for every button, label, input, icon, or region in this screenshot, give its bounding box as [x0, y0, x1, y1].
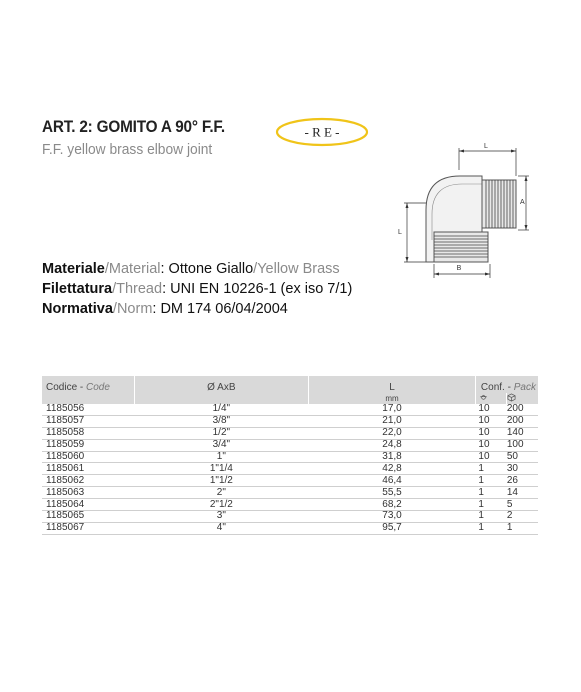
spec-material: Materiale/Material: Ottone Giallo/Yellow Brass: [42, 261, 340, 277]
cell-dim: 3/4": [134, 439, 309, 451]
cell-dim: 3": [134, 511, 309, 523]
cell-c2: 200: [507, 404, 538, 415]
table-row: [42, 415, 538, 427]
product-table: [42, 376, 538, 535]
cell-code: 1185062: [42, 475, 134, 487]
header-length: L: [309, 376, 476, 393]
cell-dim: 1/2": [134, 427, 309, 439]
table-row: [42, 475, 538, 487]
header-length-unit: mm: [309, 393, 476, 404]
cell-c2: 5: [507, 499, 538, 511]
cell-l: 31,8: [309, 451, 476, 463]
cell-c2: 100: [507, 439, 538, 451]
cell-c1: 10: [475, 451, 506, 463]
specs-block: [42, 259, 352, 319]
cell-l: 68,2: [309, 499, 476, 511]
cell-code: 1185059: [42, 439, 134, 451]
cell-c1: 1: [475, 499, 506, 511]
cell-code: 1185064: [42, 499, 134, 511]
table-row: [42, 487, 538, 499]
spec-norm: Normativa/Norm: DM 174 06/04/2004: [42, 301, 288, 317]
cell-c1: 1: [475, 463, 506, 475]
cell-l: 21,0: [309, 415, 476, 427]
cell-dim: 1"1/4: [134, 463, 309, 475]
bag-icon: [475, 393, 506, 404]
cell-l: 46,4: [309, 475, 476, 487]
cell-c1: 10: [475, 404, 506, 415]
cell-c1: 1: [475, 511, 506, 523]
cell-dim: 3/8": [134, 415, 309, 427]
table-row: [42, 463, 538, 475]
page-subtitle: F.F. yellow brass elbow joint: [42, 141, 213, 158]
cell-l: 73,0: [309, 511, 476, 523]
cell-dim: 1/4": [134, 404, 309, 415]
brand-text: - R E -: [304, 124, 340, 140]
cell-dim: 4": [134, 522, 309, 534]
cell-code: 1185060: [42, 451, 134, 463]
cell-code: 1185056: [42, 404, 134, 415]
cell-l: 24,8: [309, 439, 476, 451]
table-row: [42, 427, 538, 439]
cell-c2: 26: [507, 475, 538, 487]
dim-label-l-top: L: [484, 143, 488, 150]
cell-dim: 2"1/2: [134, 499, 309, 511]
cell-c1: 10: [475, 427, 506, 439]
cell-code: 1185061: [42, 463, 134, 475]
table-row: [42, 404, 538, 415]
cell-l: 17,0: [309, 404, 476, 415]
cell-l: 42,8: [309, 463, 476, 475]
cell-dim: 2": [134, 487, 309, 499]
box-icon: [507, 393, 538, 404]
cell-code: 1185057: [42, 415, 134, 427]
cell-c2: 30: [507, 463, 538, 475]
cell-c2: 140: [507, 427, 538, 439]
spec-thread: Filettatura/Thread: UNI EN 10226-1 (ex iso 7/1): [42, 281, 353, 297]
cell-c1: 1: [475, 522, 506, 534]
brand-logo: [275, 117, 369, 147]
table-row: [42, 511, 538, 523]
table-row: [42, 499, 538, 511]
header-code: Codice - Code: [42, 376, 134, 393]
dim-label-l-left: L: [398, 229, 402, 236]
cell-c1: 10: [475, 439, 506, 451]
elbow-joint-drawing: [396, 140, 536, 280]
cell-c2: 2: [507, 511, 538, 523]
dim-label-a: A: [520, 199, 525, 206]
cell-l: 95,7: [309, 522, 476, 534]
cell-code: 1185058: [42, 427, 134, 439]
cell-c1: 10: [475, 415, 506, 427]
header-dimension: Ø AxB: [134, 376, 309, 393]
header-pack: Conf. - Pack: [475, 376, 538, 393]
cell-c2: 14: [507, 487, 538, 499]
table-row: [42, 451, 538, 463]
table-row: [42, 439, 538, 451]
cell-code: 1185065: [42, 511, 134, 523]
page-title: ART. 2: GOMITO A 90° F.F.: [42, 117, 225, 136]
cell-code: 1185063: [42, 487, 134, 499]
cell-c1: 1: [475, 475, 506, 487]
cell-code: 1185067: [42, 522, 134, 534]
cell-c2: 1: [507, 522, 538, 534]
cell-c2: 50: [507, 451, 538, 463]
cell-dim: 1": [134, 451, 309, 463]
table-row: [42, 522, 538, 534]
cell-l: 55,5: [309, 487, 476, 499]
dim-label-b: B: [456, 265, 462, 272]
cell-l: 22,0: [309, 427, 476, 439]
cell-c2: 200: [507, 415, 538, 427]
cell-c1: 1: [475, 487, 506, 499]
cell-dim: 1"1/2: [134, 475, 309, 487]
